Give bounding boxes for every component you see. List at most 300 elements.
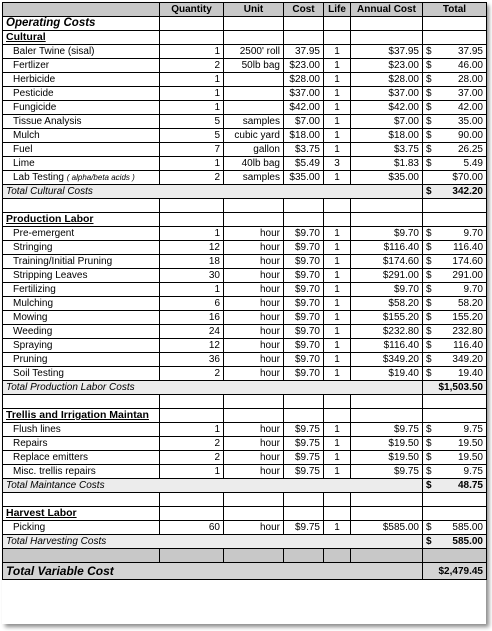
unit-cell: [224, 101, 284, 115]
cost-cell: $9.70: [284, 367, 324, 381]
section-total-value: [423, 185, 487, 199]
cost-cell: $9.70: [284, 269, 324, 283]
total-amount: 9.75: [463, 424, 483, 435]
empty-cell: [351, 199, 423, 213]
item-name: Mowing: [3, 311, 160, 325]
cost-cell: $9.70: [284, 325, 324, 339]
annual-cost-cell: $1.83: [351, 157, 423, 171]
item-name: Pruning: [3, 353, 160, 367]
item-name: Fertlizer: [3, 59, 160, 73]
annual-cost-cell: $232.80: [351, 325, 423, 339]
table-row: [3, 171, 487, 185]
empty-cell: [351, 213, 423, 227]
cost-cell: $9.75: [284, 451, 324, 465]
annual-cost-cell: $116.40: [351, 241, 423, 255]
table-row: [3, 367, 487, 381]
unit-cell: hour: [224, 255, 284, 269]
quantity-cell: 24: [160, 325, 224, 339]
total-amount: 9.75: [463, 466, 483, 477]
annual-cost-cell: $19.40: [351, 367, 423, 381]
unit-cell: hour: [224, 339, 284, 353]
annual-cost-cell: $19.50: [351, 451, 423, 465]
total-cell: [423, 521, 487, 535]
unit-cell: [224, 73, 284, 87]
annual-cost-cell: $585.00: [351, 521, 423, 535]
currency-symbol: $: [426, 466, 432, 477]
total-cell: [423, 255, 487, 269]
item-note: ( alpha/beta acids ): [66, 173, 135, 182]
total-amount: 58.20: [457, 298, 483, 309]
empty-cell: [284, 395, 324, 409]
cost-cell: $9.70: [284, 227, 324, 241]
total-amount: 349.20: [452, 354, 483, 365]
currency-symbol: $: [426, 74, 432, 85]
total-cell: [423, 87, 487, 101]
currency-symbol: $: [426, 270, 432, 281]
life-cell: 1: [324, 297, 351, 311]
item-name: Picking: [3, 521, 160, 535]
labor-total-row: [3, 381, 487, 395]
total-cell: [423, 339, 487, 353]
item-name: Replace emitters: [3, 451, 160, 465]
quantity-cell: 2: [160, 451, 224, 465]
table-row: [3, 451, 487, 465]
cost-cell: $9.70: [284, 311, 324, 325]
life-cell: 1: [324, 367, 351, 381]
currency-symbol: $: [426, 186, 432, 197]
empty-cell: [284, 507, 324, 521]
life-cell: 1: [324, 73, 351, 87]
quantity-cell: 30: [160, 269, 224, 283]
unit-cell: [224, 87, 284, 101]
table-row: [3, 283, 487, 297]
cost-cell: $3.75: [284, 143, 324, 157]
unit-cell: hour: [224, 521, 284, 535]
empty-cell: [324, 395, 351, 409]
cost-cell: $9.70: [284, 241, 324, 255]
annual-cost-cell: $7.00: [351, 115, 423, 129]
total-cell: $70.00: [423, 171, 487, 185]
grand-total-row: [3, 563, 487, 580]
currency-symbol: $: [426, 102, 432, 113]
item-label: Lab Testing: [13, 172, 64, 183]
total-amount: 116.40: [453, 340, 483, 351]
spacer-row: [3, 395, 487, 409]
quantity-cell: 1: [160, 87, 224, 101]
total-amount: 5.49: [463, 158, 483, 169]
currency-symbol: $: [426, 242, 432, 253]
quantity-cell: 2: [160, 367, 224, 381]
harvest-total-row: [3, 535, 487, 549]
annual-cost-cell: $37.95: [351, 45, 423, 59]
quantity-cell: 2: [160, 437, 224, 451]
header-cost: Cost: [284, 3, 324, 17]
empty-cell: [3, 395, 160, 409]
cost-cell: $42.00: [284, 101, 324, 115]
cost-cell: $9.75: [284, 423, 324, 437]
annual-cost-cell: $37.00: [351, 87, 423, 101]
empty-cell: [423, 409, 487, 423]
table-row: [3, 339, 487, 353]
section-title: Cultural: [3, 31, 160, 45]
total-cell: [423, 367, 487, 381]
empty-cell: [160, 395, 224, 409]
cost-cell: $9.70: [284, 353, 324, 367]
empty-cell: [160, 549, 224, 563]
total-amount: 90.00: [457, 130, 483, 141]
unit-cell: hour: [224, 241, 284, 255]
total-cell: [423, 73, 487, 87]
table-row: [3, 59, 487, 73]
grand-total-value: $2,479.45: [423, 563, 487, 580]
empty-cell: [423, 549, 487, 563]
total-amount: 585.00: [452, 522, 483, 533]
empty-cell: [324, 549, 351, 563]
empty-cell: [224, 507, 284, 521]
life-cell: 1: [324, 227, 351, 241]
empty-cell: [324, 409, 351, 423]
currency-symbol: $: [426, 354, 432, 365]
life-cell: 1: [324, 423, 351, 437]
empty-cell: [423, 493, 487, 507]
total-amount: 28.00: [457, 74, 483, 85]
item-name: Baler Twine (sisal): [3, 45, 160, 59]
empty-cell: [160, 507, 224, 521]
unit-cell: gallon: [224, 143, 284, 157]
life-cell: 1: [324, 269, 351, 283]
currency-symbol: $: [426, 116, 432, 127]
quantity-cell: 1: [160, 423, 224, 437]
unit-cell: hour: [224, 437, 284, 451]
life-cell: 1: [324, 325, 351, 339]
cost-cell: 37.95: [284, 45, 324, 59]
quantity-cell: 18: [160, 255, 224, 269]
annual-cost-cell: $18.00: [351, 129, 423, 143]
item-name: Training/Initial Pruning: [3, 255, 160, 269]
total-cell: [423, 101, 487, 115]
quantity-cell: 12: [160, 339, 224, 353]
total-cell: [423, 451, 487, 465]
currency-symbol: $: [426, 88, 432, 99]
total-amount: 9.70: [463, 228, 483, 239]
header-row: [3, 3, 487, 17]
total-cell: [423, 45, 487, 59]
unit-cell: 40lb bag: [224, 157, 284, 171]
annual-cost-cell: $155.20: [351, 311, 423, 325]
life-cell: 1: [324, 115, 351, 129]
total-amount: 42.00: [457, 102, 483, 113]
currency-symbol: $: [426, 298, 432, 309]
table-row: [3, 297, 487, 311]
unit-cell: hour: [224, 367, 284, 381]
total-amount: 116.40: [453, 242, 483, 253]
table-row: [3, 269, 487, 283]
life-cell: 1: [324, 59, 351, 73]
total-cell: [423, 423, 487, 437]
section-total-value: [423, 535, 487, 549]
empty-cell: [324, 199, 351, 213]
table-row: [3, 423, 487, 437]
empty-cell: [160, 199, 224, 213]
item-name: Misc. trellis repairs: [3, 465, 160, 479]
empty-cell: [224, 213, 284, 227]
total-cell: [423, 227, 487, 241]
total-cell: [423, 129, 487, 143]
trellis-total-row: [3, 479, 487, 493]
item-name: Herbicide: [3, 73, 160, 87]
total-amount: 9.70: [463, 284, 483, 295]
total-cell: [423, 115, 487, 129]
quantity-cell: 5: [160, 129, 224, 143]
table-row: [3, 45, 487, 59]
cost-cell: $9.75: [284, 437, 324, 451]
total-amount: 174.60: [452, 256, 483, 267]
unit-cell: cubic yard: [224, 129, 284, 143]
table-row: [3, 129, 487, 143]
unit-cell: hour: [224, 325, 284, 339]
empty-cell: [423, 507, 487, 521]
grand-total-label: Total Variable Cost: [3, 563, 423, 580]
currency-symbol: $: [426, 284, 432, 295]
total-amount: 37.00: [457, 88, 483, 99]
cost-cell: $7.00: [284, 115, 324, 129]
cost-cell: $9.70: [284, 297, 324, 311]
quantity-cell: 16: [160, 311, 224, 325]
life-cell: 1: [324, 451, 351, 465]
quantity-cell: 1: [160, 465, 224, 479]
annual-cost-cell: $3.75: [351, 143, 423, 157]
empty-cell: [284, 493, 324, 507]
table-row: [3, 115, 487, 129]
table-row: [3, 311, 487, 325]
item-name: Tissue Analysis: [3, 115, 160, 129]
unit-cell: hour: [224, 353, 284, 367]
total-amount: 19.40: [457, 368, 483, 379]
currency-symbol: $: [426, 424, 432, 435]
quantity-cell: 5: [160, 115, 224, 129]
empty-cell: [423, 395, 487, 409]
separator-band: [3, 549, 487, 563]
empty-cell: [224, 409, 284, 423]
cost-cell: $18.00: [284, 129, 324, 143]
section-total-label: Total Production Labor Costs: [3, 381, 423, 395]
item-name: Mulching: [3, 297, 160, 311]
total-cell: [423, 311, 487, 325]
total-cell: [423, 143, 487, 157]
annual-cost-cell: $174.60: [351, 255, 423, 269]
empty-cell: [160, 409, 224, 423]
total-amount: 35.00: [457, 116, 483, 127]
section-total-label: Total Harvesting Costs: [3, 535, 423, 549]
item-name: Pre-emergent: [3, 227, 160, 241]
header-annual-cost: Annual Cost: [351, 3, 423, 17]
item-name: Stringing: [3, 241, 160, 255]
quantity-cell: 36: [160, 353, 224, 367]
item-name: Repairs: [3, 437, 160, 451]
quantity-cell: 1: [160, 45, 224, 59]
empty-cell: [3, 549, 160, 563]
currency-symbol: $: [426, 536, 432, 547]
currency-symbol: $: [426, 340, 432, 351]
unit-cell: hour: [224, 269, 284, 283]
life-cell: 1: [324, 437, 351, 451]
section-header-harvest: [3, 507, 487, 521]
total-amount: 48.75: [457, 480, 483, 491]
unit-cell: hour: [224, 465, 284, 479]
table-row: [3, 227, 487, 241]
item-name: Soil Testing: [3, 367, 160, 381]
annual-cost-cell: $19.50: [351, 437, 423, 451]
annual-cost-cell: $28.00: [351, 73, 423, 87]
cost-table: [2, 2, 487, 580]
empty-cell: [324, 493, 351, 507]
currency-symbol: $: [426, 480, 432, 491]
empty-cell: [224, 395, 284, 409]
total-cell: [423, 325, 487, 339]
life-cell: 1: [324, 465, 351, 479]
empty-cell: [3, 493, 160, 507]
quantity-cell: 1: [160, 73, 224, 87]
currency-symbol: $: [426, 46, 432, 57]
section-title: Production Labor: [3, 213, 160, 227]
annual-cost-cell: $9.75: [351, 465, 423, 479]
table-row: [3, 87, 487, 101]
annual-cost-cell: $349.20: [351, 353, 423, 367]
item-name: Weeding: [3, 325, 160, 339]
cost-cell: $37.00: [284, 87, 324, 101]
total-cell: [423, 353, 487, 367]
life-cell: 1: [324, 171, 351, 185]
section-total-label: Total Maintance Costs: [3, 479, 423, 493]
table-row: [3, 255, 487, 269]
table-row: [3, 521, 487, 535]
life-cell: 1: [324, 283, 351, 297]
item-name: Mulch: [3, 129, 160, 143]
section-title: Harvest Labor: [3, 507, 160, 521]
annual-cost-cell: $116.40: [351, 339, 423, 353]
quantity-cell: 2: [160, 171, 224, 185]
quantity-cell: 6: [160, 297, 224, 311]
empty-cell: [224, 199, 284, 213]
total-cell: [423, 59, 487, 73]
total-cell: [423, 283, 487, 297]
total-cell: [423, 157, 487, 171]
total-amount: 342.20: [452, 186, 483, 197]
life-cell: 1: [324, 241, 351, 255]
life-cell: 1: [324, 353, 351, 367]
item-name: Stripping Leaves: [3, 269, 160, 283]
life-cell: 1: [324, 129, 351, 143]
empty-cell: [160, 213, 224, 227]
currency-symbol: $: [426, 452, 432, 463]
section-total-value: $1,503.50: [423, 381, 487, 395]
table-row: [3, 353, 487, 367]
table-row: [3, 325, 487, 339]
item-name: Fertilizing: [3, 283, 160, 297]
empty-cell: [284, 549, 324, 563]
unit-cell: samples: [224, 171, 284, 185]
table-row: [3, 143, 487, 157]
section-header-production-labor: [3, 213, 487, 227]
total-amount: 19.50: [457, 452, 483, 463]
cost-cell: $9.70: [284, 339, 324, 353]
currency-symbol: $: [426, 228, 432, 239]
empty-cell: [351, 493, 423, 507]
operating-costs-label: Operating Costs: [3, 17, 160, 31]
empty-cell: [324, 213, 351, 227]
total-amount: 37.95: [457, 46, 483, 57]
total-cell: [423, 297, 487, 311]
life-cell: 1: [324, 101, 351, 115]
life-cell: 1: [324, 521, 351, 535]
annual-cost-cell: $35.00: [351, 171, 423, 185]
annual-cost-cell: $58.20: [351, 297, 423, 311]
cost-cell: $9.70: [284, 283, 324, 297]
empty-cell: [284, 213, 324, 227]
cost-cell: $9.75: [284, 521, 324, 535]
empty-cell: [284, 199, 324, 213]
unit-cell: hour: [224, 227, 284, 241]
empty-cell: [351, 507, 423, 521]
currency-symbol: $: [426, 438, 432, 449]
unit-cell: hour: [224, 283, 284, 297]
table-row: [3, 73, 487, 87]
total-cell: [423, 437, 487, 451]
currency-symbol: $: [426, 368, 432, 379]
unit-cell: hour: [224, 311, 284, 325]
annual-cost-cell: $42.00: [351, 101, 423, 115]
item-name: Pesticide: [3, 87, 160, 101]
unit-cell: 2500' roll: [224, 45, 284, 59]
quantity-cell: 1: [160, 101, 224, 115]
cost-cell: $23.00: [284, 59, 324, 73]
operating-costs-row: [3, 17, 487, 31]
empty-cell: [351, 549, 423, 563]
life-cell: 1: [324, 255, 351, 269]
total-amount: 291.00: [452, 270, 483, 281]
spreadsheet: [2, 2, 486, 624]
total-cell: [423, 241, 487, 255]
total-cell: [423, 269, 487, 283]
section-total-value: [423, 479, 487, 493]
currency-symbol: $: [426, 522, 432, 533]
spacer-row: [3, 493, 487, 507]
item-name: Fungicide: [3, 101, 160, 115]
table-row: [3, 437, 487, 451]
empty-cell: [224, 493, 284, 507]
empty-cell: [423, 213, 487, 227]
header-item: [3, 3, 160, 17]
currency-symbol: $: [426, 256, 432, 267]
total-amount: 585.00: [452, 536, 483, 547]
section-title: Trellis and Irrigation Maintan: [3, 409, 160, 423]
section-header-trellis: [3, 409, 487, 423]
header-total: Total: [423, 3, 487, 17]
section-header-cultural: [3, 31, 487, 45]
annual-cost-cell: $9.75: [351, 423, 423, 437]
header-quantity: Quantity: [160, 3, 224, 17]
currency-symbol: $: [426, 312, 432, 323]
empty-cell: [351, 409, 423, 423]
total-amount: 155.20: [452, 312, 483, 323]
annual-cost-cell: $291.00: [351, 269, 423, 283]
table-body: [3, 17, 487, 580]
total-amount: 46.00: [457, 60, 483, 71]
life-cell: 1: [324, 143, 351, 157]
table-row: [3, 241, 487, 255]
item-name: [3, 171, 160, 185]
annual-cost-cell: $23.00: [351, 59, 423, 73]
